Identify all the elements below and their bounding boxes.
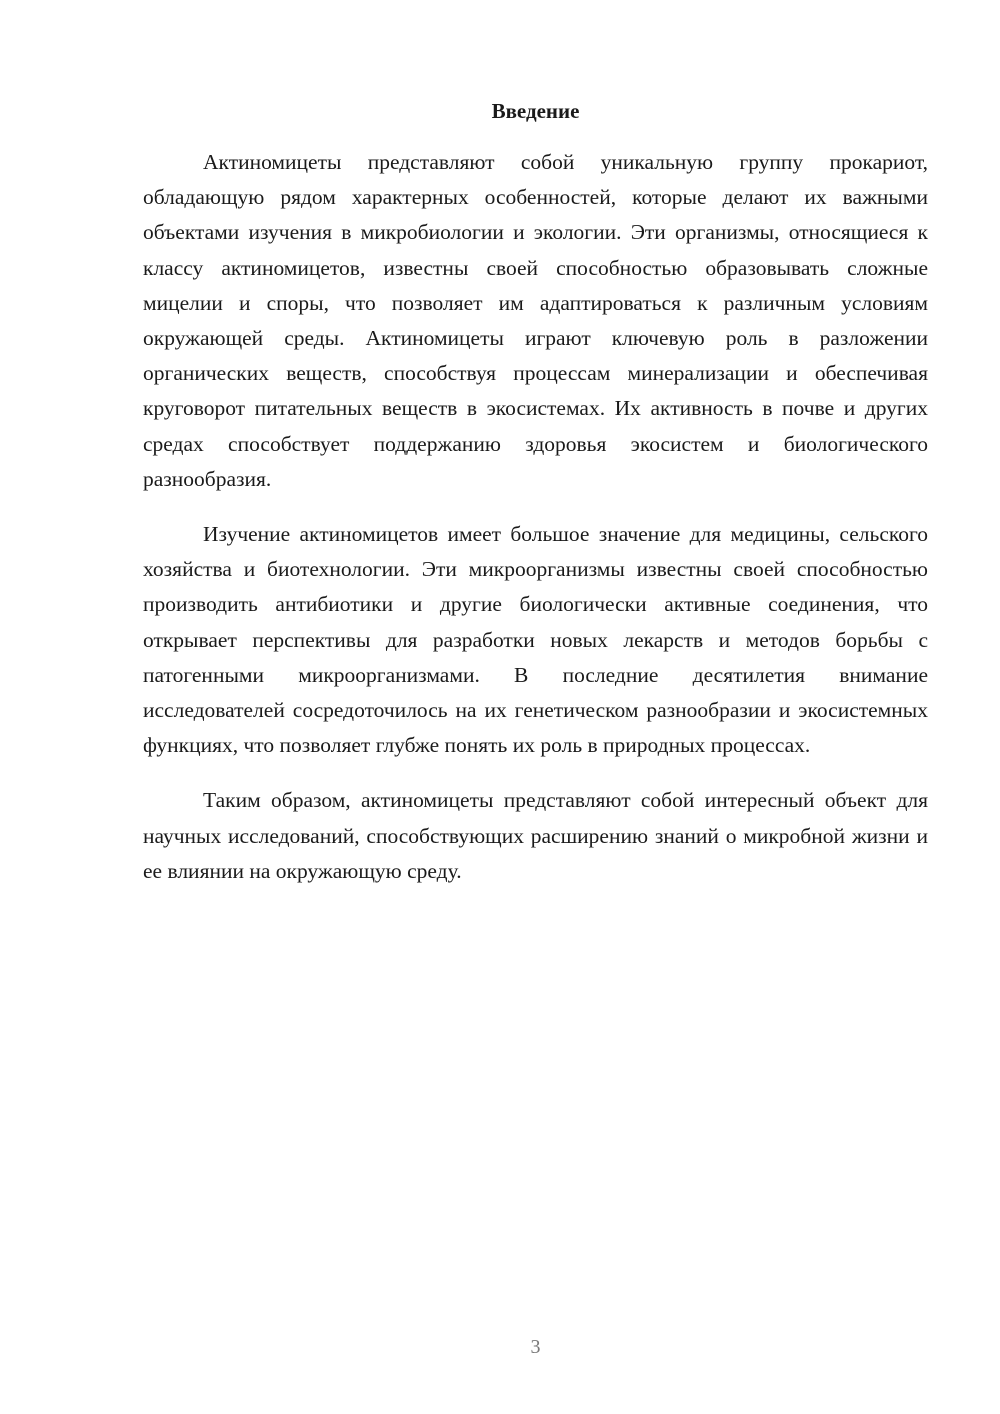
paragraph-2: Изучение актиномицетов имеет большое значение для медицины, сельского хозяйства и биотехнологии. Эти микроорганизмы известны своей способностью производить антибиотики и другие биологически активные соединения, что открывает перспективы для разработки новых лекарств и методов борьбы с патогенными микроорганизмами. В последние десятилетия внимание исследователей сосредоточилось на их генетическом разнообразии и экосистемных функциях, что позволяет глубже понять их роль в природных процессах. — [143, 522, 928, 758]
page-number: 3 — [530, 1336, 541, 1358]
section-heading: Введение — [491, 99, 580, 123]
paragraph-3: Таким образом, актиномицеты представляют собой интересный объект для научных исследований, способствующих расширению знаний о микробной жизни и ее влиянии на окружающую среду. — [143, 788, 928, 883]
paragraph-1: Актиномицеты представляют собой уникальную группу прокариот, обладающую рядом характерных особенностей, которые делают их важными объектами изучения в микробиологии и экологии. Эти организмы, относящиеся к классу актиномицетов, известны своей способностью образовывать сложные мицелии и споры, что позволяет им адаптироваться к различным условиям окружающей среды. Актиномицеты играют ключевую роль в разложении органических веществ, способствуя процессам минерализации и обеспечивая круговорот питательных веществ в экосистемах. Их активность в почве и других средах способствует поддержанию здоровья экосистем и биологического разнообразия. — [143, 150, 928, 491]
body-text — [143, 145, 928, 889]
